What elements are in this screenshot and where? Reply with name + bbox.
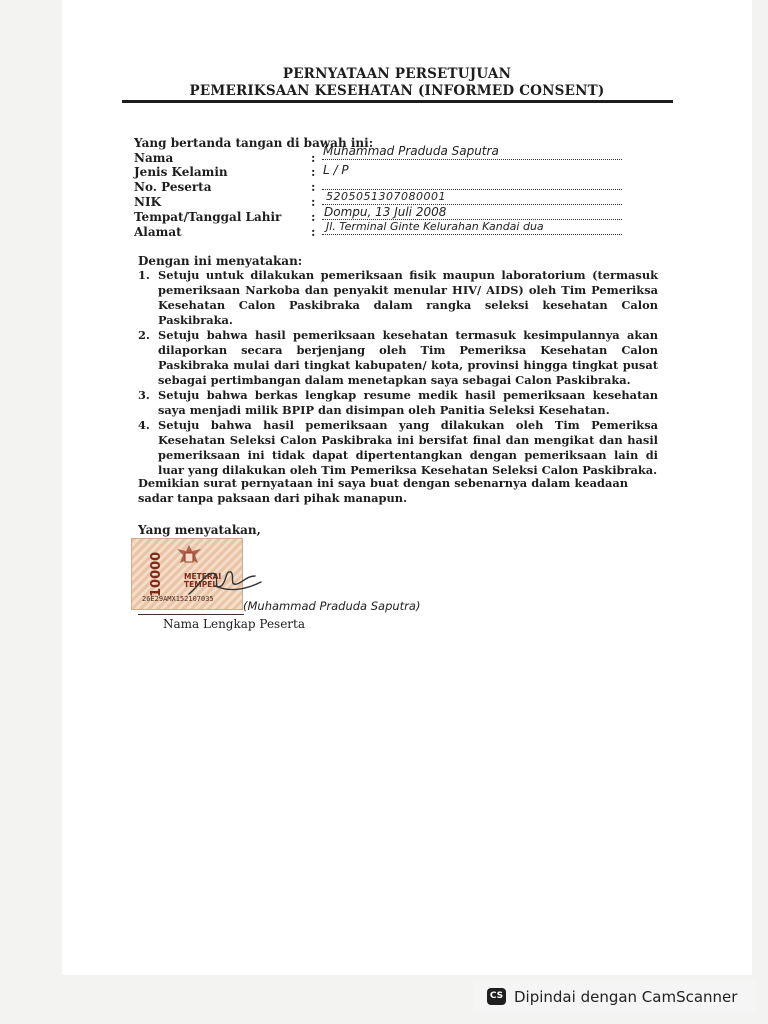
list-item-number: 3.	[138, 388, 150, 402]
field-colon: :	[311, 210, 316, 224]
stamp-code: 26E29AMX152107035	[142, 595, 214, 603]
field-colon: :	[311, 151, 316, 165]
field-value-nik: 5205051307080001	[326, 190, 446, 203]
signer-handwritten-name: (Muhammad Praduda Saputra)	[243, 599, 421, 613]
field-colon: :	[311, 225, 316, 239]
list-item-number: 1.	[138, 268, 150, 282]
declaration-list	[138, 268, 658, 478]
document-title-line2: PEMERIKSAAN KESEHATAN (INFORMED CONSENT)	[189, 83, 605, 99]
list-item-text: Setuju bahwa hasil pemeriksaan yang dilakukan oleh Tim Pemeriksa Kesehatan Seleksi Calon Paskibraka ini bersifat final dan mengikat dan hasil pemeriksaan ini tidak dapat dipertentangkan dengan pemeriksaan lain di luar yang dilakukan oleh Tim Pemeriksa Kesehatan Seleksi Calon Paskibraka.	[158, 418, 658, 477]
camscanner-logo-icon: CS	[487, 988, 506, 1005]
field-label-nama: Nama	[134, 151, 174, 165]
field-colon: :	[311, 165, 316, 179]
field-value-nama: Muhammad Praduda Saputra	[323, 144, 499, 158]
list-item	[138, 388, 658, 418]
list-item	[138, 328, 658, 388]
list-item-text: Setuju bahwa berkas lengkap resume medik hasil pemeriksaan kesehatan saya menjadi milik BPIP dan disimpan oleh Panitia Seleksi Kesehatan.	[158, 388, 658, 417]
list-item-text: Setuju bahwa hasil pemeriksaan kesehatan termasuk kesimpulannya akan dilaporkan secara berjenjang oleh Tim Pemeriksa Kesehatan Calon Paskibraka mulai dari tingkat kabupaten/ kota, provinsi hingga tingkat pusat sebagai pertimbangan dalam menetapkan saya sebagai Calon Paskibraka.	[158, 328, 658, 387]
list-item-number: 2.	[138, 328, 150, 342]
field-colon: :	[311, 180, 316, 194]
list-item	[138, 268, 658, 328]
list-item-number: 4.	[138, 418, 150, 432]
field-label-no-peserta: No. Peserta	[134, 180, 212, 194]
signoff-text: Yang menyatakan,	[138, 523, 261, 537]
camscanner-text: Dipindai dengan CamScanner	[514, 988, 738, 1006]
signer-caption: Nama Lengkap Peserta	[163, 617, 306, 631]
intro-text: Yang bertanda tangan di bawah ini:	[134, 136, 374, 150]
field-label-jenis-kelamin: Jenis Kelamin	[134, 165, 228, 179]
closing-statement: Demikian surat pernyataan ini saya buat dengan sebenarnya dalam keadaan sadar tanpa paksaan dari pihak manapun.	[138, 476, 628, 505]
field-dotline	[322, 159, 622, 160]
list-item	[138, 418, 658, 478]
field-dotline	[322, 234, 622, 235]
field-value-jenis-kelamin: L / P	[323, 163, 349, 177]
list-item-text: Setuju untuk dilakukan pemeriksaan fisik maupun laboratorium (termasuk pemeriksaan Narkoba dan penyakit menular HIV/ AIDS) oleh Tim Pemeriksa Kesehatan Calon Paskibraka dalam rangka seleksi kesehatan Calon Paskibraka.	[158, 268, 658, 327]
stamp-value: 10000	[149, 551, 164, 597]
declaration-heading: Dengan ini menyatakan:	[138, 254, 303, 268]
stamp-label: METERAI TEMPEL	[184, 572, 222, 589]
field-label-alamat: Alamat	[134, 225, 182, 239]
title-underline	[122, 100, 673, 103]
field-value-alamat: Jl. Terminal Ginte Kelurahan Kandai dua	[326, 220, 544, 233]
field-colon: :	[311, 195, 316, 209]
field-label-ttl: Tempat/Tanggal Lahir	[134, 210, 282, 224]
field-value-ttl: Dompu, 13 Juli 2008	[324, 205, 447, 219]
document-title-line1: PERNYATAAN PERSETUJUAN	[282, 66, 512, 82]
field-label-nik: NIK	[134, 195, 162, 209]
signature-line	[138, 614, 244, 615]
